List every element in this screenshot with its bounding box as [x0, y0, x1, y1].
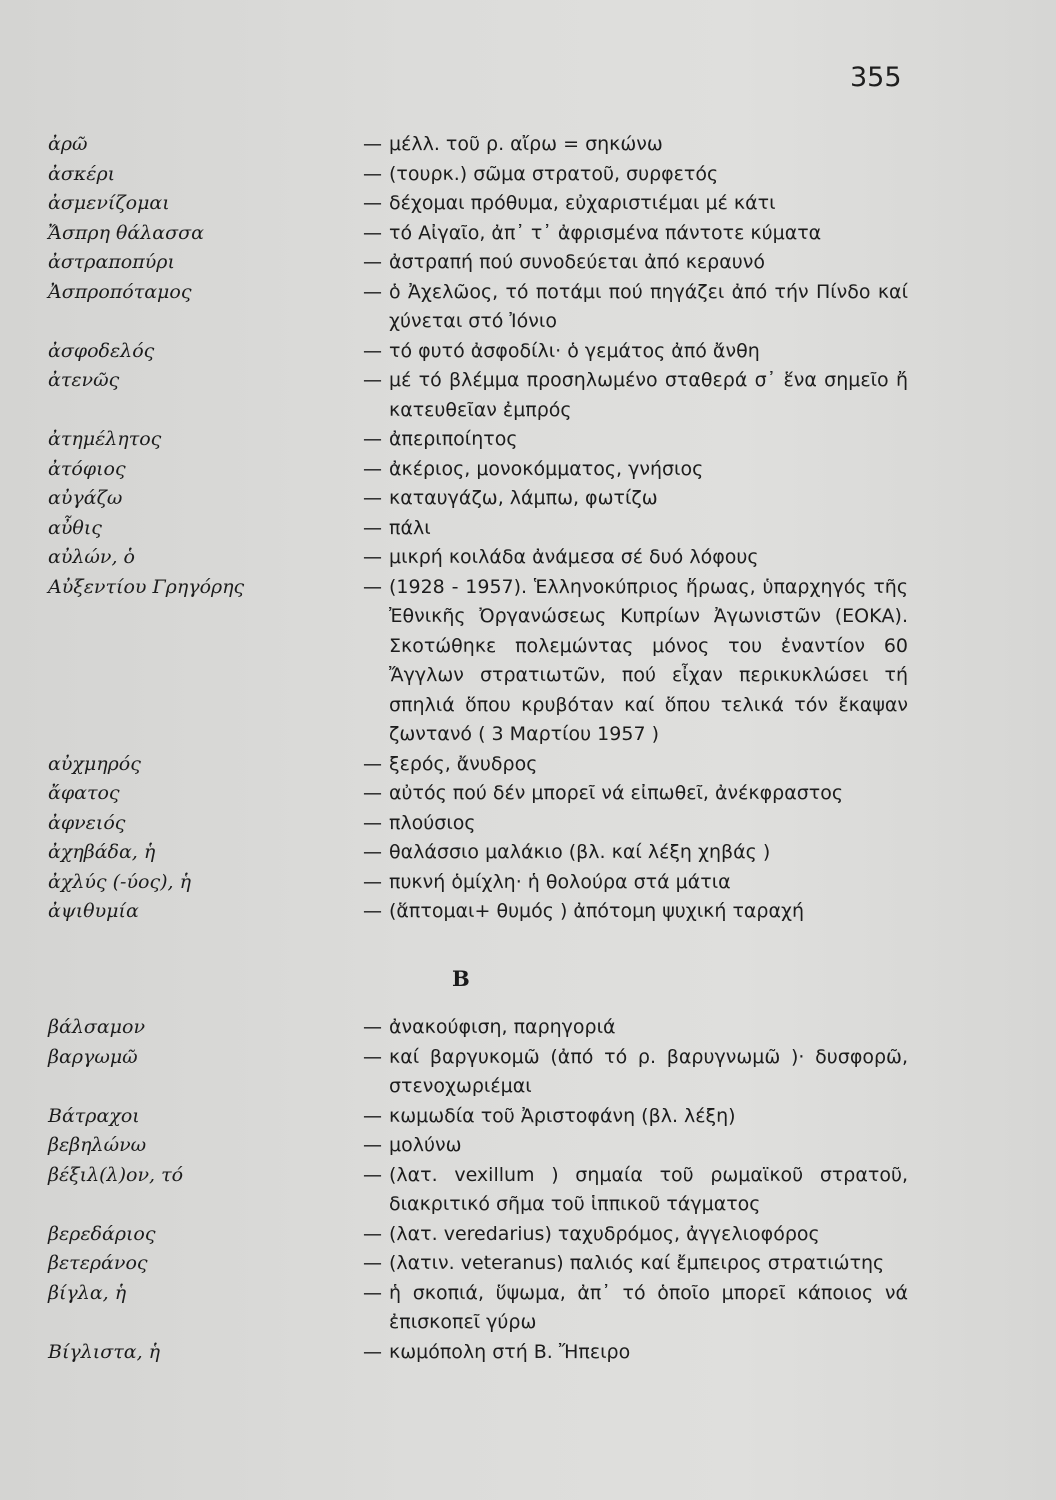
entry-definition: ἡ σκοπιά, ὕψωμα, ἀπ᾿ τό ὁποῖο μπορεῖ κάποιος νά ἐπισκοπεῖ γύρω	[389, 1281, 908, 1333]
entry-dash: —	[363, 1281, 382, 1304]
glossary-entry	[48, 1161, 908, 1220]
entry-definition: κωμόπολη στή Β. Ἤπειρο	[389, 1340, 631, 1363]
entry-dash: —	[363, 546, 382, 568]
entry-definition: μέ τό βλέμμα προσηλωμένο σταθερά σ᾿ ἕνα σημεῖο ἤ κατευθεῖαν ἐμπρός	[389, 369, 908, 421]
glossary-entry	[48, 543, 908, 573]
entry-dash: —	[363, 1222, 382, 1245]
entry-term: βέξιλ(λ)ον, τό	[48, 1163, 184, 1186]
entry-definition: δέχομαι πρόθυμα, εὐχαριστιέμαι μέ κάτι	[389, 192, 776, 214]
entry-dash: —	[363, 900, 382, 922]
entry-term: ἀχηβάδα, ἡ	[48, 841, 156, 863]
entry-term: ἀσμενίζομαι	[48, 192, 170, 214]
entry-definition: μολύνω	[389, 1134, 462, 1156]
glossary-entry	[48, 189, 908, 219]
entry-term: βετεράνος	[48, 1252, 148, 1274]
entry-dash: —	[363, 1252, 382, 1274]
entry-term: Βίγλιστα, ἡ	[48, 1340, 161, 1363]
entry-dash: —	[363, 841, 382, 863]
entry-term: ἄφατος	[48, 782, 120, 804]
entry-dash: —	[363, 339, 382, 362]
entry-dash: —	[363, 251, 382, 273]
glossary-section-alpha	[48, 130, 908, 927]
entry-term: αὐλών, ὁ	[48, 546, 135, 568]
glossary-entry	[48, 160, 908, 190]
entry-dash: —	[363, 811, 382, 834]
glossary-entry	[48, 514, 908, 544]
glossary-entry	[48, 838, 908, 868]
entry-definition: πλούσιος	[389, 811, 476, 834]
entry-dash: —	[363, 457, 382, 480]
entry-dash: —	[363, 162, 382, 185]
glossary-entry	[48, 278, 908, 337]
glossary-entry	[48, 1220, 908, 1250]
entry-definition: ἀπεριποίητος	[389, 428, 518, 450]
entry-term: βερεδάριος	[48, 1222, 156, 1245]
glossary-entry	[48, 868, 908, 898]
entry-dash: —	[363, 575, 382, 598]
entry-dash: —	[363, 1104, 382, 1127]
entry-definition: (ἅπτομαι+ θυμός ) ἀπότομη ψυχική ταραχή	[389, 900, 805, 922]
entry-dash: —	[363, 870, 382, 893]
entry-definition: μέλλ. τοῦ ρ. αἴρω = σηκώνω	[389, 133, 663, 155]
entry-dash: —	[363, 1016, 382, 1038]
entry-term: αὖθις	[48, 516, 102, 539]
glossary-entry	[48, 484, 908, 514]
glossary-entry	[48, 573, 908, 750]
entry-term: ἀφνειός	[48, 811, 126, 834]
entry-term: Ἄσπρη θάλασσα	[48, 221, 204, 244]
entry-dash: —	[363, 516, 382, 539]
entry-definition: (1928 - 1957). Ἑλληνοκύπριος ἥρωας, ὑπαρχηγός τῆς Ἐθνικῆς Ὀργανώσεως Κυπρίων Ἀγωνιστῶν (ΕΟΚΑ). Σκοτώθηκε πολεμώντας μόνος του ἐναντίον 60 Ἄγγλων στρατιωτῶν, πού εἶχαν περικυκλώσει τή σπηλιά ὅπου κρυβόταν καί ὅπου τελικά τόν ἔκαψαν ζωντανό ( 3 Μαρτίου 1957 )	[389, 575, 908, 745]
entry-dash: —	[363, 192, 382, 214]
entry-term: ἀτόφιος	[48, 457, 126, 480]
glossary-entry	[48, 779, 908, 809]
glossary-entry	[48, 1013, 908, 1043]
entry-dash: —	[363, 782, 382, 804]
glossary-entry	[48, 366, 908, 425]
glossary-entry	[48, 219, 908, 249]
glossary-entry	[48, 1279, 908, 1338]
entry-term: ἀτενῶς	[48, 369, 120, 391]
glossary-entry	[48, 809, 908, 839]
entry-definition: (λατ. vexillum ) σημαία τοῦ ρωμαϊκοῦ στρατοῦ, διακριτικό σῆμα τοῦ ἱππικοῦ τάγματος	[389, 1163, 908, 1215]
entry-definition: τό φυτό ἀσφοδίλι· ὁ γεμάτος ἀπό ἄνθη	[389, 339, 760, 362]
entry-term: Ἀσπροπόταμος	[48, 280, 192, 303]
entry-dash: —	[363, 221, 382, 244]
entry-term: Βάτραχοι	[48, 1104, 140, 1127]
entry-term: βαργωμῶ	[48, 1045, 138, 1068]
entry-definition: πάλι	[389, 516, 431, 539]
entry-term: βεβηλώνω	[48, 1134, 147, 1156]
entry-dash: —	[363, 752, 382, 775]
entry-definition: ἀστραπή πού συνοδεύεται ἀπό κεραυνό	[389, 251, 765, 273]
entry-definition: μικρή κοιλάδα ἀνάμεσα σέ δυό λόφους	[389, 546, 759, 568]
entry-definition: πυκνή ὁμίχλη· ἡ θολούρα στά μάτια	[389, 870, 731, 893]
glossary-entry	[48, 425, 908, 455]
entry-dash: —	[363, 1134, 382, 1156]
entry-term: βάλσαμον	[48, 1016, 145, 1038]
entry-definition: ἀκέριος, μονοκόμματος, γνήσιος	[389, 457, 704, 480]
entry-term: ἀσκέρι	[48, 162, 116, 185]
glossary-entry	[48, 1102, 908, 1132]
glossary-entry	[48, 1131, 908, 1161]
glossary-entry	[48, 337, 908, 367]
entry-term: ἀχλύς (-ύος), ἡ	[48, 870, 191, 893]
entry-dash: —	[363, 280, 382, 303]
entry-term: ἀστραποπύρι	[48, 251, 175, 273]
page-number: 355	[850, 62, 902, 93]
entry-definition: (λατιν. veteranus) παλιός καί ἔμπειρος στρατιώτης	[389, 1252, 885, 1274]
entry-term: αὐχμηρός	[48, 752, 141, 775]
glossary-entry	[48, 455, 908, 485]
entry-term: Αὐξεντίου Γρηγόρης	[48, 575, 245, 598]
glossary-entry	[48, 897, 908, 927]
entry-dash: —	[363, 487, 382, 509]
entry-definition: ἀνακούφιση, παρηγοριά	[389, 1016, 616, 1038]
glossary-entry	[48, 248, 908, 278]
glossary-section-beta	[48, 1013, 908, 1367]
glossary-entry	[48, 1043, 908, 1102]
entry-definition: τό Αἰγαῖο, ἀπ᾿ τ᾿ ἀφρισμένα πάντοτε κύματα	[389, 221, 822, 244]
entry-definition: (λατ. veredarius) ταχυδρόμος, ἀγγελιοφόρος	[389, 1222, 820, 1245]
glossary-entry	[48, 1338, 908, 1368]
glossary-entry	[48, 750, 908, 780]
entry-definition: θαλάσσιο μαλάκιο (βλ. καί λέξη χηβάς )	[389, 841, 771, 863]
entry-term: βίγλα, ἡ	[48, 1281, 127, 1304]
entry-term: ἀσφοδελός	[48, 339, 155, 362]
entry-definition: αὐτός πού δέν μπορεῖ νά εἰπωθεῖ, ἀνέκφραστος	[389, 782, 843, 804]
entry-definition: κωμωδία τοῦ Ἀριστοφάνη (βλ. λέξη)	[389, 1104, 736, 1127]
entry-dash: —	[363, 1340, 382, 1363]
entry-dash: —	[363, 1163, 382, 1186]
entry-definition: ξερός, ἄνυδρος	[389, 752, 538, 775]
section-letter-heading: Β	[452, 966, 470, 991]
entry-dash: —	[363, 369, 382, 391]
glossary-entry	[48, 1249, 908, 1279]
entry-term: ἀτημέλητος	[48, 428, 162, 450]
entry-definition: (τουρκ.) σῶμα στρατοῦ, συρφετός	[389, 162, 719, 185]
entry-definition: καταυγάζω, λάμπω, φωτίζω	[389, 487, 658, 509]
entry-definition: καί βαργυκομῶ (ἀπό τό ρ. βαρυγνωμῶ )· δυσφορῶ, στενοχωριέμαι	[389, 1045, 908, 1097]
entry-dash: —	[363, 133, 382, 155]
entry-term: ἀρῶ	[48, 133, 88, 155]
entry-term: ἀψιθυμία	[48, 900, 139, 922]
entry-dash: —	[363, 428, 382, 450]
glossary-entry	[48, 130, 908, 160]
entry-definition: ὁ Ἀχελῶος, τό ποτάμι πού πηγάζει ἀπό τήν Πίνδο καί χύνεται στό Ἰόνιο	[389, 280, 908, 332]
entry-term: αὐγάζω	[48, 487, 123, 509]
entry-dash: —	[363, 1045, 382, 1068]
